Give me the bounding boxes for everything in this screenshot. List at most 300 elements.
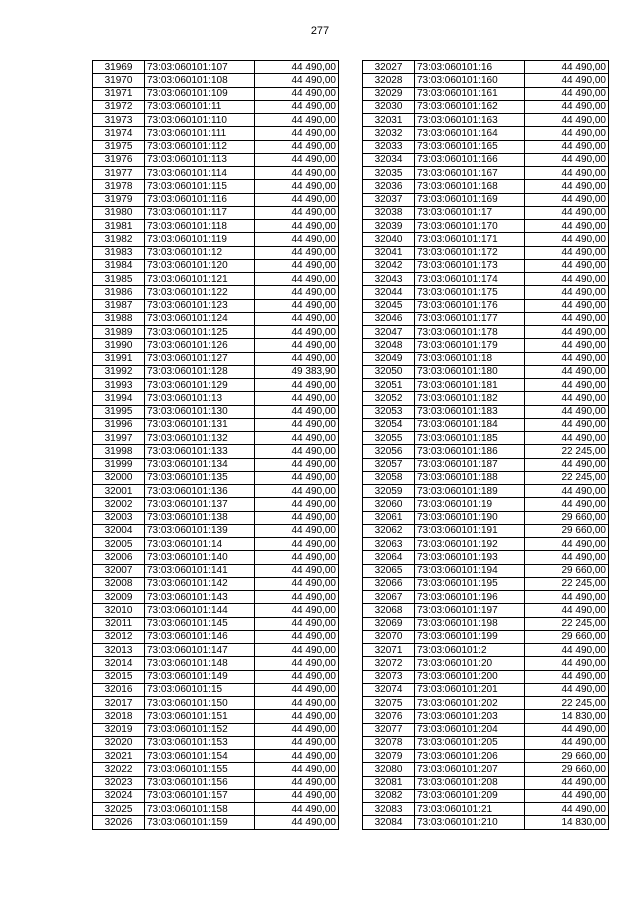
row-number: 32056 <box>363 445 415 458</box>
cadastral-value: 44 490,00 <box>255 312 339 325</box>
row-number: 31996 <box>93 418 145 431</box>
cadastral-number: 73:03:060101:173 <box>415 259 525 272</box>
cadastral-value: 44 490,00 <box>255 630 339 643</box>
table-row <box>363 114 609 127</box>
row-number: 32009 <box>93 591 145 604</box>
table-row <box>93 485 339 498</box>
cadastral-value: 44 490,00 <box>525 736 609 749</box>
cadastral-value: 44 490,00 <box>255 193 339 206</box>
cadastral-number: 73:03:060101:193 <box>415 551 525 564</box>
cadastral-number: 73:03:060101:196 <box>415 591 525 604</box>
cadastral-number: 73:03:060101:132 <box>145 432 255 445</box>
row-number: 32006 <box>93 551 145 564</box>
row-number: 32036 <box>363 180 415 193</box>
table-row <box>93 193 339 206</box>
cadastral-number: 73:03:060101:142 <box>145 577 255 590</box>
cadastral-number: 73:03:060101:111 <box>145 127 255 140</box>
row-number: 32041 <box>363 246 415 259</box>
row-number: 32068 <box>363 604 415 617</box>
cadastral-value: 22 245,00 <box>525 471 609 484</box>
row-number: 31979 <box>93 193 145 206</box>
table-row <box>93 591 339 604</box>
cadastral-number: 73:03:060101:189 <box>415 485 525 498</box>
cadastral-number: 73:03:060101:110 <box>145 114 255 127</box>
table-row <box>93 736 339 749</box>
cadastral-number: 73:03:060101:162 <box>415 100 525 113</box>
table-row <box>93 538 339 551</box>
row-number: 32022 <box>93 763 145 776</box>
row-number: 32057 <box>363 458 415 471</box>
registry-table-left <box>92 60 339 830</box>
cadastral-value: 44 490,00 <box>525 644 609 657</box>
table-row <box>93 61 339 74</box>
row-number: 31973 <box>93 114 145 127</box>
cadastral-number: 73:03:060101:159 <box>145 816 255 829</box>
cadastral-value: 44 490,00 <box>255 352 339 365</box>
table-row <box>363 604 609 617</box>
cadastral-number: 73:03:060101:187 <box>415 458 525 471</box>
row-number: 32030 <box>363 100 415 113</box>
table-row <box>93 816 339 829</box>
row-number: 32064 <box>363 551 415 564</box>
cadastral-number: 73:03:060101:109 <box>145 87 255 100</box>
cadastral-value: 44 490,00 <box>525 206 609 219</box>
row-number: 32019 <box>93 723 145 736</box>
table-row <box>363 220 609 233</box>
row-number: 31997 <box>93 432 145 445</box>
row-number: 32003 <box>93 511 145 524</box>
table-row <box>363 644 609 657</box>
cadastral-number: 73:03:060101:147 <box>145 644 255 657</box>
cadastral-value: 44 490,00 <box>525 87 609 100</box>
cadastral-number: 73:03:060101:148 <box>145 657 255 670</box>
table-row <box>363 87 609 100</box>
table-row <box>363 538 609 551</box>
cadastral-value: 44 490,00 <box>255 100 339 113</box>
cadastral-number: 73:03:060101:160 <box>415 74 525 87</box>
table-row <box>363 418 609 431</box>
table-row <box>363 392 609 405</box>
row-number: 32047 <box>363 326 415 339</box>
cadastral-number: 73:03:060101:177 <box>415 312 525 325</box>
table-row <box>93 273 339 286</box>
table-row <box>363 471 609 484</box>
cadastral-number: 73:03:060101:138 <box>145 511 255 524</box>
row-number: 32002 <box>93 498 145 511</box>
cadastral-value: 44 490,00 <box>255 816 339 829</box>
cadastral-number: 73:03:060101:127 <box>145 352 255 365</box>
table-row <box>93 763 339 776</box>
cadastral-value: 44 490,00 <box>255 61 339 74</box>
cadastral-value: 44 490,00 <box>255 180 339 193</box>
cadastral-number: 73:03:060101:18 <box>415 352 525 365</box>
cadastral-number: 73:03:060101:14 <box>145 538 255 551</box>
table-row <box>363 432 609 445</box>
table-row <box>93 100 339 113</box>
cadastral-value: 44 490,00 <box>525 193 609 206</box>
cadastral-value: 29 660,00 <box>525 750 609 763</box>
table-row <box>363 167 609 180</box>
row-number: 32000 <box>93 471 145 484</box>
row-number: 32015 <box>93 670 145 683</box>
cadastral-value: 44 490,00 <box>255 644 339 657</box>
table-row <box>93 683 339 696</box>
cadastral-number: 73:03:060101:182 <box>415 392 525 405</box>
cadastral-number: 73:03:060101:199 <box>415 630 525 643</box>
table-row <box>93 352 339 365</box>
cadastral-number: 73:03:060101:141 <box>145 564 255 577</box>
row-number: 31971 <box>93 87 145 100</box>
cadastral-value: 14 830,00 <box>525 710 609 723</box>
table-row <box>93 167 339 180</box>
cadastral-value: 44 490,00 <box>255 538 339 551</box>
table-row <box>93 750 339 763</box>
table-row <box>93 458 339 471</box>
cadastral-number: 73:03:060101:16 <box>415 61 525 74</box>
cadastral-number: 73:03:060101:176 <box>415 299 525 312</box>
cadastral-value: 44 490,00 <box>525 538 609 551</box>
table-row <box>93 551 339 564</box>
table-row <box>93 617 339 630</box>
row-number: 32033 <box>363 140 415 153</box>
row-number: 31978 <box>93 180 145 193</box>
table-row <box>93 697 339 710</box>
cadastral-value: 44 490,00 <box>255 206 339 219</box>
table-row <box>93 392 339 405</box>
row-number: 32023 <box>93 776 145 789</box>
row-number: 32071 <box>363 644 415 657</box>
row-number: 32053 <box>363 405 415 418</box>
cadastral-number: 73:03:060101:129 <box>145 379 255 392</box>
row-number: 31986 <box>93 286 145 299</box>
row-number: 31989 <box>93 326 145 339</box>
cadastral-number: 73:03:060101:150 <box>145 697 255 710</box>
cadastral-number: 73:03:060101:200 <box>415 670 525 683</box>
row-number: 32075 <box>363 697 415 710</box>
row-number: 31992 <box>93 365 145 378</box>
cadastral-value: 44 490,00 <box>255 604 339 617</box>
row-number: 32013 <box>93 644 145 657</box>
table-row <box>363 789 609 802</box>
table-row <box>363 776 609 789</box>
row-number: 32074 <box>363 683 415 696</box>
cadastral-value: 44 490,00 <box>255 564 339 577</box>
cadastral-number: 73:03:060101:134 <box>145 458 255 471</box>
cadastral-value: 44 490,00 <box>525 246 609 259</box>
cadastral-number: 73:03:060101:154 <box>145 750 255 763</box>
cadastral-value: 44 490,00 <box>525 127 609 140</box>
cadastral-number: 73:03:060101:186 <box>415 445 525 458</box>
table-row <box>93 153 339 166</box>
row-number: 31969 <box>93 61 145 74</box>
cadastral-value: 44 490,00 <box>255 471 339 484</box>
table-row <box>363 630 609 643</box>
table-row <box>93 564 339 577</box>
row-number: 32029 <box>363 87 415 100</box>
cadastral-value: 44 490,00 <box>525 485 609 498</box>
row-number: 32034 <box>363 153 415 166</box>
row-number: 32010 <box>93 604 145 617</box>
cadastral-number: 73:03:060101:163 <box>415 114 525 127</box>
table-row <box>93 577 339 590</box>
cadastral-value: 44 490,00 <box>525 153 609 166</box>
cadastral-value: 44 490,00 <box>255 379 339 392</box>
registry-table-right <box>362 60 609 830</box>
cadastral-value: 44 490,00 <box>525 551 609 564</box>
cadastral-number: 73:03:060101:210 <box>415 816 525 829</box>
cadastral-number: 73:03:060101:12 <box>145 246 255 259</box>
cadastral-number: 73:03:060101:115 <box>145 180 255 193</box>
cadastral-number: 73:03:060101:155 <box>145 763 255 776</box>
cadastral-number: 73:03:060101:192 <box>415 538 525 551</box>
cadastral-value: 44 490,00 <box>525 392 609 405</box>
table-row <box>363 127 609 140</box>
table-row <box>363 551 609 564</box>
table-row <box>93 644 339 657</box>
cadastral-value: 44 490,00 <box>255 405 339 418</box>
cadastral-value: 44 490,00 <box>255 511 339 524</box>
row-number: 32049 <box>363 352 415 365</box>
table-row <box>363 193 609 206</box>
cadastral-value: 44 490,00 <box>525 140 609 153</box>
cadastral-value: 44 490,00 <box>255 326 339 339</box>
row-number: 31993 <box>93 379 145 392</box>
cadastral-value: 44 490,00 <box>255 445 339 458</box>
cadastral-value: 44 490,00 <box>255 763 339 776</box>
cadastral-value: 44 490,00 <box>525 100 609 113</box>
row-number: 32084 <box>363 816 415 829</box>
table-row <box>93 246 339 259</box>
cadastral-number: 73:03:060101:143 <box>145 591 255 604</box>
row-number: 32059 <box>363 485 415 498</box>
table-row <box>363 564 609 577</box>
table-row <box>363 697 609 710</box>
row-number: 32063 <box>363 538 415 551</box>
row-number: 32044 <box>363 286 415 299</box>
cadastral-value: 44 490,00 <box>255 617 339 630</box>
cadastral-value: 44 490,00 <box>255 127 339 140</box>
cadastral-value: 44 490,00 <box>525 286 609 299</box>
cadastral-number: 73:03:060101:125 <box>145 326 255 339</box>
row-number: 32067 <box>363 591 415 604</box>
row-number: 32035 <box>363 167 415 180</box>
table-row <box>363 710 609 723</box>
cadastral-number: 73:03:060101:113 <box>145 153 255 166</box>
table-row <box>363 511 609 524</box>
cadastral-number: 73:03:060101:158 <box>145 803 255 816</box>
cadastral-value: 44 490,00 <box>525 604 609 617</box>
table-row <box>93 657 339 670</box>
row-number: 31983 <box>93 246 145 259</box>
table-row <box>93 299 339 312</box>
row-number: 32046 <box>363 312 415 325</box>
row-number: 32012 <box>93 630 145 643</box>
row-number: 31991 <box>93 352 145 365</box>
table-row <box>363 683 609 696</box>
cadastral-value: 44 490,00 <box>255 498 339 511</box>
cadastral-value: 44 490,00 <box>255 74 339 87</box>
row-number: 32080 <box>363 763 415 776</box>
cadastral-value: 44 490,00 <box>255 432 339 445</box>
cadastral-number: 73:03:060101:152 <box>145 723 255 736</box>
cadastral-number: 73:03:060101:120 <box>145 259 255 272</box>
cadastral-value: 22 245,00 <box>525 445 609 458</box>
table-row <box>93 630 339 643</box>
table-row <box>93 286 339 299</box>
table-row <box>363 312 609 325</box>
table-row <box>363 670 609 683</box>
cadastral-value: 44 490,00 <box>255 339 339 352</box>
cadastral-value: 44 490,00 <box>255 392 339 405</box>
cadastral-value: 44 490,00 <box>255 551 339 564</box>
row-number: 32077 <box>363 723 415 736</box>
cadastral-number: 73:03:060101:165 <box>415 140 525 153</box>
cadastral-value: 44 490,00 <box>255 485 339 498</box>
cadastral-value: 44 490,00 <box>255 683 339 696</box>
row-number: 32039 <box>363 220 415 233</box>
cadastral-value: 44 490,00 <box>525 312 609 325</box>
table-row <box>363 100 609 113</box>
cadastral-value: 22 245,00 <box>525 577 609 590</box>
cadastral-number: 73:03:060101:131 <box>145 418 255 431</box>
row-number: 32032 <box>363 127 415 140</box>
table-row <box>363 299 609 312</box>
table-row <box>93 326 339 339</box>
cadastral-number: 73:03:060101:21 <box>415 803 525 816</box>
row-number: 32021 <box>93 750 145 763</box>
row-number: 31972 <box>93 100 145 113</box>
cadastral-value: 44 490,00 <box>255 697 339 710</box>
cadastral-value: 44 490,00 <box>255 286 339 299</box>
table-row <box>363 816 609 829</box>
cadastral-value: 44 490,00 <box>255 723 339 736</box>
row-number: 32054 <box>363 418 415 431</box>
cadastral-number: 73:03:060101:167 <box>415 167 525 180</box>
row-number: 32020 <box>93 736 145 749</box>
row-number: 32079 <box>363 750 415 763</box>
row-number: 32082 <box>363 789 415 802</box>
cadastral-value: 29 660,00 <box>525 564 609 577</box>
cadastral-value: 44 490,00 <box>525 233 609 246</box>
cadastral-number: 73:03:060101:209 <box>415 789 525 802</box>
row-number: 32014 <box>93 657 145 670</box>
row-number: 32024 <box>93 789 145 802</box>
table-row <box>93 114 339 127</box>
table-row <box>363 736 609 749</box>
row-number: 32061 <box>363 511 415 524</box>
table-row <box>363 140 609 153</box>
cadastral-value: 44 490,00 <box>525 498 609 511</box>
cadastral-number: 73:03:060101:205 <box>415 736 525 749</box>
cadastral-value: 44 490,00 <box>525 723 609 736</box>
row-number: 31975 <box>93 140 145 153</box>
table-row <box>93 74 339 87</box>
table-row <box>363 180 609 193</box>
cadastral-value: 44 490,00 <box>255 591 339 604</box>
cadastral-number: 73:03:060101:184 <box>415 418 525 431</box>
row-number: 32050 <box>363 365 415 378</box>
table-row <box>363 206 609 219</box>
cadastral-number: 73:03:060101:188 <box>415 471 525 484</box>
cadastral-value: 44 490,00 <box>525 326 609 339</box>
row-number: 31998 <box>93 445 145 458</box>
cadastral-number: 73:03:060101:128 <box>145 365 255 378</box>
cadastral-value: 44 490,00 <box>525 405 609 418</box>
cadastral-value: 44 490,00 <box>255 87 339 100</box>
cadastral-value: 44 490,00 <box>525 365 609 378</box>
cadastral-value: 44 490,00 <box>525 418 609 431</box>
cadastral-number: 73:03:060101:112 <box>145 140 255 153</box>
cadastral-value: 44 490,00 <box>255 167 339 180</box>
cadastral-number: 73:03:060101:166 <box>415 153 525 166</box>
cadastral-number: 73:03:060101:195 <box>415 577 525 590</box>
table-row <box>93 670 339 683</box>
cadastral-number: 73:03:060101:107 <box>145 61 255 74</box>
cadastral-number: 73:03:060101:204 <box>415 723 525 736</box>
row-number: 32069 <box>363 617 415 630</box>
cadastral-value: 44 490,00 <box>255 220 339 233</box>
cadastral-number: 73:03:060101:123 <box>145 299 255 312</box>
table-row <box>93 140 339 153</box>
row-number: 31999 <box>93 458 145 471</box>
table-row <box>93 432 339 445</box>
table-row <box>363 657 609 670</box>
row-number: 31990 <box>93 339 145 352</box>
row-number: 31995 <box>93 405 145 418</box>
cadastral-number: 73:03:060101:172 <box>415 246 525 259</box>
cadastral-number: 73:03:060101:190 <box>415 511 525 524</box>
cadastral-number: 73:03:060101:164 <box>415 127 525 140</box>
row-number: 32083 <box>363 803 415 816</box>
table-row <box>93 180 339 193</box>
table-row <box>363 233 609 246</box>
row-number: 32073 <box>363 670 415 683</box>
table-row <box>93 87 339 100</box>
row-number: 32027 <box>363 61 415 74</box>
cadastral-number: 73:03:060101:208 <box>415 776 525 789</box>
row-number: 32045 <box>363 299 415 312</box>
row-number: 32066 <box>363 577 415 590</box>
cadastral-value: 44 490,00 <box>255 803 339 816</box>
row-number: 32076 <box>363 710 415 723</box>
table-row <box>363 379 609 392</box>
table-row <box>93 511 339 524</box>
cadastral-number: 73:03:060101:179 <box>415 339 525 352</box>
row-number: 31985 <box>93 273 145 286</box>
cadastral-value: 44 490,00 <box>255 789 339 802</box>
table-row <box>363 286 609 299</box>
cadastral-value: 44 490,00 <box>255 418 339 431</box>
cadastral-value: 29 660,00 <box>525 630 609 643</box>
table-row <box>93 259 339 272</box>
cadastral-number: 73:03:060101:202 <box>415 697 525 710</box>
cadastral-number: 73:03:060101:15 <box>145 683 255 696</box>
cadastral-value: 22 245,00 <box>525 617 609 630</box>
row-number: 32065 <box>363 564 415 577</box>
table-row <box>363 273 609 286</box>
cadastral-value: 44 490,00 <box>525 670 609 683</box>
table-row <box>363 339 609 352</box>
cadastral-number: 73:03:060101:198 <box>415 617 525 630</box>
table-row <box>93 405 339 418</box>
row-number: 31977 <box>93 167 145 180</box>
cadastral-value: 44 490,00 <box>525 339 609 352</box>
row-number: 32026 <box>93 816 145 829</box>
cadastral-number: 73:03:060101:156 <box>145 776 255 789</box>
cadastral-number: 73:03:060101:144 <box>145 604 255 617</box>
cadastral-number: 73:03:060101:146 <box>145 630 255 643</box>
table-row <box>363 723 609 736</box>
